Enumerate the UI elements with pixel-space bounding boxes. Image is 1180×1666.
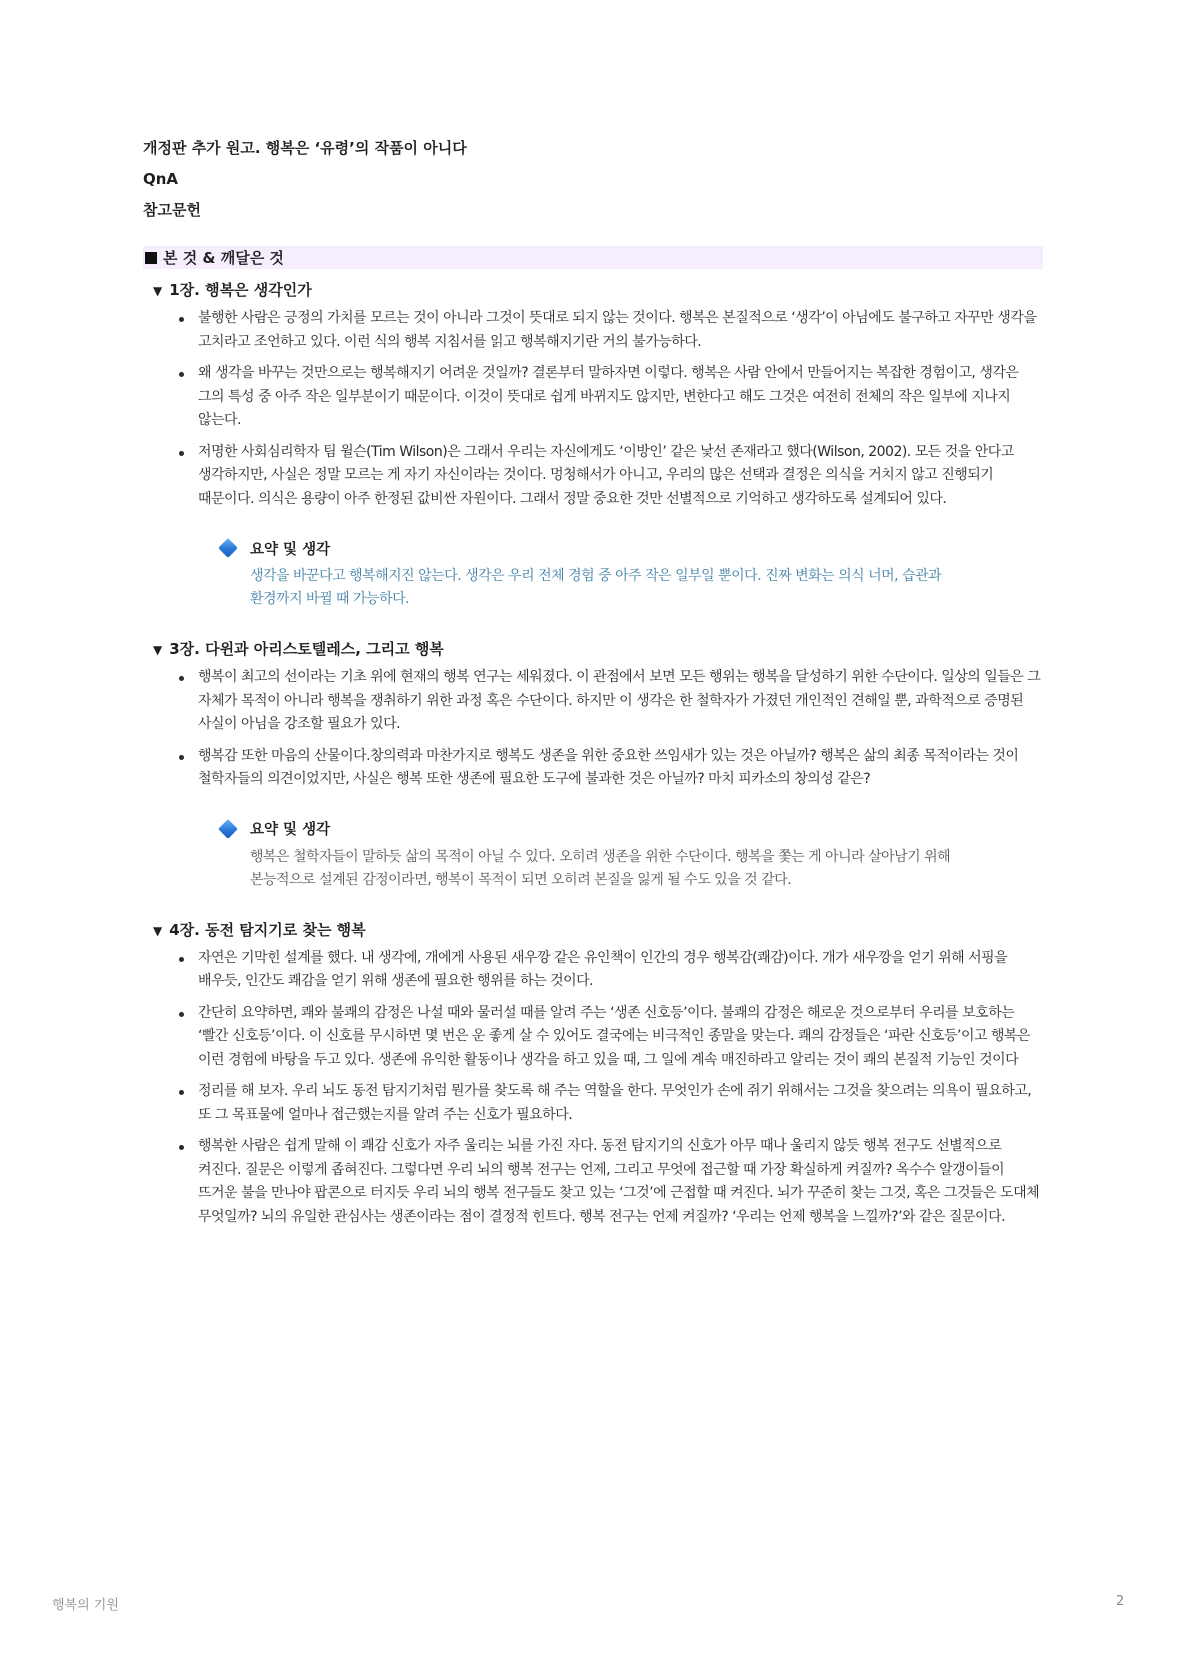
- callout-text: 행복은 철학자들이 말하듯 삶의 목적이 아닐 수 있다. 오히려 생존을 위한 수단이다. 행복을 쫓는 게 아니라 살아남기 위해 본능적으로 설계된 감정이라면, 행복이 목적이 되면 오히려 본질을 잃게 될 수도 있을 것 같다.: [250, 848, 951, 888]
- list-item-text: 행복이 최고의 선이라는 기초 위에 현재의 행복 연구는 세워졌다. 이 관점에서 보면 모든 행위는 행복을 달성하기 위한 수단이다. 일상의 일들은 그 자체가 목적이 아니라 행복을 쟁취하기 위한 과정 혹은 수단이다. 하지만 이 생각은 한 철학자가 가졌던 개인적인 견해일 뿐, 과학적으로 증명된 사실이 아님을 강조할 필요가 있다.: [198, 669, 1041, 732]
- chapter-1-bullets: [143, 307, 1043, 511]
- list-item: [143, 745, 1043, 792]
- list-item-text: 불행한 사람은 긍정의 가치를 모르는 것이 아니라 그것이 뜻대로 되지 않는 것이다. 행복은 본질적으로 ‘생각’이 아님에도 불구하고 자꾸만 생각을 고치라고 조언하고 있다. 이런 식의 행복 지침서를 읽고 행복해지기란 거의 불가능하다.: [198, 310, 1037, 350]
- chapter-toggle-3[interactable]: [143, 639, 1043, 660]
- list-item: [143, 666, 1043, 737]
- bullet-dot: [179, 1090, 184, 1095]
- footer-book-title: 행복의 기원: [52, 1598, 119, 1613]
- list-item: [143, 1135, 1043, 1229]
- callout-header: [217, 818, 1043, 840]
- toggle-triangle-icon[interactable]: ▼: [153, 923, 163, 938]
- bullet-dot: [179, 451, 184, 456]
- blue-diamond-icon: [218, 819, 238, 839]
- bullet-dot: [179, 1145, 184, 1150]
- toggle-triangle-icon[interactable]: ▼: [153, 643, 163, 657]
- chapter-title: 1장. 행복은 생각인가: [169, 281, 312, 299]
- list-item-text: 자연은 기막힌 설계를 했다. 내 생각에, 개에게 사용된 새우깡 같은 유인책이 인간의 경우 행복감(쾌감)이다. 개가 새우깡을 얻기 위해 서핑을 배우듯, 인간도 쾌감을 얻기 위해 생존에 필요한 행위를 하는 것이다.: [198, 949, 1008, 989]
- toc-item-addendum[interactable]: 개정판 추가 원고. 행복은 ‘유령’의 작품이 아니다: [143, 139, 467, 157]
- list-item: [143, 1080, 1043, 1127]
- chapter-toggle-4[interactable]: [143, 920, 1043, 941]
- black-square-icon: [145, 252, 157, 264]
- bullet-dot: [179, 755, 184, 760]
- callout-header: [217, 537, 1043, 559]
- callout-title: 요약 및 생각: [250, 822, 331, 838]
- summary-callout-1: [217, 537, 1043, 611]
- callout-text: 생각을 바꾼다고 행복해지진 않는다. 생각은 우리 전체 경험 중 아주 작은 일부일 뿐이다. 진짜 변화는 의식 너머, 습관과 환경까지 바뀔 때 가능하다.: [250, 568, 942, 607]
- bullet-dot: [179, 957, 184, 962]
- page-content: [143, 138, 1043, 1237]
- chapter-title: 3장. 다윈과 아리스토텔레스, 그리고 행복: [169, 640, 444, 658]
- toggle-triangle-icon[interactable]: ▼: [153, 284, 163, 298]
- toc-item-references[interactable]: 참고문헌: [143, 201, 201, 219]
- list-item-text: 간단히 요약하면, 쾌와 불쾌의 감정은 나설 때와 물러설 때를 알려 주는 ‘생존 신호등’이다. 불쾌의 감정은 해로운 것으로부터 우리를 보호하는 ‘빨간 신호등’이다. 이 신호를 무시하면 몇 번은 운 좋게 살 수 있어도 결국에는 비극적인 종말을 맞는다. 쾌의 감정들은 ‘파란 신호등’이고 행복은 이런 경험에 바탕을 두고 있다. 생존에 유익한 활동이나 생각을 하고 있을 때, 그 일에 계속 매진하라고 알리는 것이 쾌의 본질적 기능인 것이다: [198, 1004, 1031, 1068]
- section-heading: [143, 246, 1043, 269]
- toc-item-qna[interactable]: QnA: [143, 170, 179, 188]
- list-item-text: 행복한 사람은 쉽게 말해 이 쾌감 신호가 자주 울리는 뇌를 가진 자다. 동전 탐지기의 신호가 아무 때나 울리지 않듯 행복 전구도 선별적으로 켜진다. 질문은 이렇게 좁혀진다. 그렇다면 우리 뇌의 행복 전구는 언제, 그리고 무엇에 접근할 때 가장 확실하게 켜질까? 옥수수 알갱이들이 뜨거운 불을 만나야 팝콘으로 터지듯 우리 뇌의 행복 전구들도 찾고 있는 ‘그것’에 근접할 때 켜진다. 뇌가 꾸준히 찾는 그것, 혹은 그것들은 도대체 무엇일까? 뇌의 유일한 관심사는 생존이라는 점이 결정적 힌트다. 행복 전구는 언제 켜질까? ‘우리는 언제 행복을 느낄까?’와 같은 질문이다.: [198, 1138, 1040, 1225]
- chapter-toggle-1[interactable]: [143, 280, 1043, 301]
- bullet-dot: [179, 372, 184, 377]
- footer-page-number: 2: [1116, 1594, 1125, 1609]
- list-item: [143, 1002, 1043, 1073]
- list-item: [143, 362, 1043, 433]
- chapter-title: 4장. 동전 탐지기로 찾는 행복: [169, 920, 366, 939]
- list-item: [143, 441, 1043, 512]
- callout-title: 요약 및 생각: [250, 541, 331, 558]
- section-heading-text: 본 것 & 깨달은 것: [163, 249, 284, 267]
- chapter-3-bullets: [143, 666, 1043, 792]
- bullet-dot: [179, 317, 184, 322]
- chapter-4-bullets: [143, 947, 1043, 1230]
- list-item-text: 행복감 또한 마음의 산물이다.창의력과 마찬가지로 행복도 생존을 위한 중요한 쓰임새가 있는 것은 아닐까? 행복은 삶의 최종 목적이라는 것이 철학자들의 의견이었지만, 사실은 행복 또한 생존에 필요한 도구에 불과한 것은 아닐까? 마치 피카소의 창의성 같은?: [198, 747, 1019, 787]
- list-item-text: 저명한 사회심리학자 팀 윌슨(Tim Wilson)은 그래서 우리는 자신에게도 ‘이방인’ 같은 낯선 존재라고 했다(Wilson, 2002). 모든 것을 안다고 생각하지만, 사실은 정말 모르는 게 자기 자신이라는 것이다. 멍청해서가 아니고, 우리의 많은 선택과 결정은 의식을 거치지 않고 진행되기 때문이다. 의식은 용량이 아주 한정된 값비싼 자원이다. 그래서 정말 중요한 것만 선별적으로 기억하고 생각하도록 설계되어 있다.: [198, 443, 1014, 507]
- list-item: [143, 307, 1043, 354]
- bullet-dot: [179, 676, 184, 681]
- blue-diamond-icon: [218, 538, 238, 558]
- list-item-text: 왜 생각을 바꾸는 것만으로는 행복해지기 어려운 것일까? 결론부터 말하자면 이렇다. 행복은 사람 안에서 만들어지는 복잡한 경험이고, 생각은 그의 특성 중 아주 작은 일부분이기 때문이다. 이것이 뜻대로 쉽게 바뀌지도 않지만, 변한다고 해도 그것은 여전히 전체의 작은 일부에 지나지 않는다.: [198, 365, 1019, 428]
- list-item-text: 정리를 해 보자. 우리 뇌도 동전 탐지기처럼 뭔가를 찾도록 해 주는 역할을 한다. 무엇인가 손에 쥐기 위해서는 그것을 찾으려는 의욕이 필요하고, 또 그 목표물에 얼마나 접근했는지를 알려 주는 신호가 필요하다.: [198, 1083, 1032, 1123]
- bullet-dot: [179, 1012, 184, 1017]
- summary-callout-3: [217, 818, 1043, 892]
- list-item: [143, 947, 1043, 994]
